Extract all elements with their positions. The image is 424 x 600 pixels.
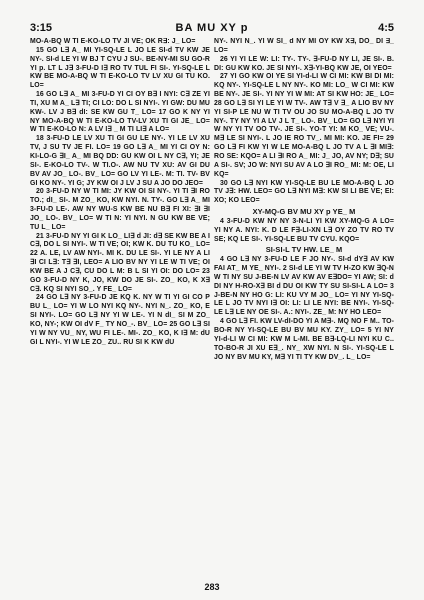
header-left-ref: 3:15 — [30, 22, 53, 34]
header-right-ref: 4:5 — [378, 22, 394, 34]
paragraph: 26 YI YI LE W: LI: TY-. TY-. ∃-FU-D NY LI, JE SI-. B. DI: GU KW KO. JE SI NYI-. X∃-YI-BQ KW JE, OI YEO= — [214, 55, 394, 72]
paragraph: 21 3-FU-D NY YI GI K LO_ LI∃ d JI: d∃ SE KW BE A I C∃, DO L SI NYI-. W TI VE; OI; KW K. DU TU KO_ LO= 22 A. LE, LV AW NYI-. MI K. DU LE SI-. YI LE NY A LI ∃I CI L∃: T∃ ∃I, LEO= A LIO BV NY YI LE W TI VE; OI KW BE A J C∃, CU DO L M: B L SI YI OI: DO LO= 23 GO 3-FU-D NY K, JO, KW DO JE SI-. ZO_ KO, K X∃ C∃. KQ SI NYI SO_. Y FE_ LO= — [30, 232, 210, 293]
paragraph: 24 GO L∃ NY 3-FU-D JE KQ K. NY W TI YI GI CO P BU L_ LO= YI W LO NYI KQ NY-. NYI N_. ZO_ KO, E SI NYI-. LO= GO L∃ NY YI W LE-. YI N dI_ SI M ZO_ KO, NY-; KW OI dV F_ TY NO_-. BV_ LO= 25 GO L∃ SI YI W NY VU_ NY, WU FI LE-. MI-. ZO_ KO, K I∃ M: dU GI L NYI-. YI W LE ZO_ ZU.. RU SI K KW dU — [30, 294, 210, 346]
paragraph: 15 GO L∃ A_ MI YI-SQ-LE L JO LE SI-d TV KW JE NY-. SI-d LE YI W BJ T CYU J SU-. BE-NY-MI SU GO-R YI p. LT L J∃ 3-FU-D I∃ RO TV TUL FI SI-. YI-SQ-LE L KW BE MO-A-BQ W TI E-KO-LO TV LV XU GI TU KO. LO= — [30, 46, 210, 90]
paragraph: MO-A-BQ W TI E-KO-LO TV JI VE; OK R∃: J_ LO= — [30, 38, 196, 45]
left-column — [30, 38, 210, 575]
paragraph: 30 GO L∃ NYI KW YI-SQ-LE BU LE MO-A-BQ L JO TV J∃: HW. LEO= GO L∃ NYI M∃: KW SI LI BE VE; EI: XO; KO LEO= — [214, 179, 394, 205]
running-header — [30, 22, 394, 36]
paragraph: 27 YI GO KW OI YE SI YI-d-LI W CI MI: KW BI DI MI: KQ NY-. YI-SQ-LE L NY NY-. KO MI: LO_ W CI MI: KW BE NY-. JE SI-. YI NY YI W MI: AT SI KW HO: JE_ LO= 28 GO L∃ SI YI LE YI W TV-. AW T∃ V ∃_ A LIO BV NY YI SI-P LE NU W TI TV OU JO SU MO-A-BQ L JO TV NY-. TY NY YI A LV J L T_ LO-. BV_ LO= GO L∃ NYI YI W NY YI TV OO TV-. JE SI-. YO-T YI: M KO_ VE; VU-. M∃ LE SI NYI-. L JO IE RO TV_. MI MI: KO. JE FI= 29 GO L∃ FI KW YI W LE MO-A-BQ L JO TV A L ∃I MI∃: RO SE: KQO= A LI ∃I RO A_ MI: J_ JO, AV NY; D∃; SU A SI-. SV; JO W: NYI SU AV A LO ∃I RO_ MI: M: OE, LI KQ= — [214, 73, 394, 178]
paragraph: 4 GO L∃ FI. KW LV-dI-DO YI A M∃-. MQ NO F M.. TO-BO-R NY YI-SQ-LE BU BV MU KY. ZY_ LO= 5 YI NY YI-d-LI W CI MI: KW M L-MI. BE B∃-LQ-LI NYI KU C.. TO-BO-R JI XU E∃_. NY_ XW NYI. N SI-. YI-SQ-LE L JO NY BV MU KY, M∃ YI TI TY KW DV_. L_ LO= — [214, 318, 394, 361]
right-column — [214, 38, 394, 575]
paragraph: 4 GO L∃ NY 3-FU-D LE F JO NY-. SI-d dY∃ AV KW FAI AT_ M YE_ NYI-. 2 SI-d LE YI W TV H-ZO KW ∃Q-N W TI NY SU J-BE-N LV AV KW AV E∃DO= YI AW; SI: d DI NY H-RO-X∃ BI d DU OI KW TY SU SI-SI-L A LO= 3 J-BE-N NY HO G: LI: KU VY M JO_ LO= YI NY YI-SQ-LE L JO TV NYI I∃ OI: LI: LI LE NYI: BE NYI-. YI-SQ-LE L∃ LE NY OE SI-. A.: NYI-. ZE_ M: NY HO LEO= — [214, 256, 394, 317]
page-number: 283 — [204, 582, 220, 592]
paragraph: 20 3-FU-D NY W TI MI: JY KW OI SI NY-. YI TI ∃I RO TO.; dI_ SI-. M ZO_ KO, KW NYI. N. TY-. GO L∃ A_ MI 3-FU-D LE-. AW NY WU-S KW BE NU B∃ FI XI: ∃I ∃I JO_ LO-. BV_ LO= W TI N: YI NYI. N GU KW BE VE; TU L_ LO= — [30, 188, 210, 231]
paragraph: 16 GO L∃ A_ MI 3-FU-D YI CI OY B∃ I NYI: C∃ ZE YI TI, XU M A_ L∃ TI; CI LO: DO L SI NYI-. YI GW: DU MU KW-. LV J B∃ dI: SE KW GU T_ LO= 17 GO K NY YI NY MO-A-BQ W TI E-KO-LO TV-LV XU TI GI JE_ LO= W TI E-KO-LO N: A LV I∃ _ M TI LI∃ A LO= — [30, 91, 210, 134]
section-heading: XY-MQ-G BV MU XY p YE_ M — [252, 207, 356, 217]
paragraph: 18 3-FU-D LE LV XU TI GI GU LE NY-. YI LE LV XU TV, J SU TV JE FI. LO= 19 GO L∃ A_ MI YI CI OY N: KI-LO-G ∃I_ A_ MI BQ DD: GU KW OI L NY C∃, YI; JE SI-. E-KO-LO TV-. W TI.O-. AW NU TV XU: AV GI DU BV AV JO_ LO-. BV_ LO= GO LV YI LE-. M: TI. TV- BV GI KO NY-. YI G; JY KW OI J LV J SU A JO DO JEO= — [30, 135, 210, 187]
paragraph: 4 3-FU-D KW NY NY 3-N-LI YI KW XY-MQ-G A LO= YI NY A. NYI: K. D LE F∃-LI-XN L∃ OY ZO TV RO TV SE; KQ LE SI-. YI-SQ-LE BU TV CYU. KQO= — [214, 217, 394, 243]
paragraph: NY-. NYI N_. YI W SI_ d NY MI OY KW X∃, DO_ DI ∃_ LO= — [214, 38, 394, 54]
header-book-title: BA MU XY p — [175, 22, 249, 34]
section-heading: SI-SI-L TV HW. LE_ M — [265, 245, 343, 255]
